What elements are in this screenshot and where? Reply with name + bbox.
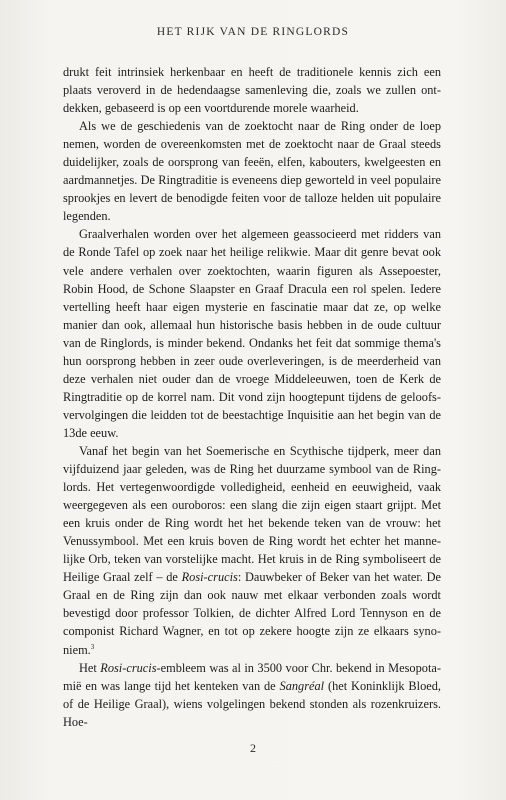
- paragraph-5-text-b: -embleem was al in 3500 voor Chr. bekend in Mesopotamië en was lange tijd het kenteken van de: [63, 660, 441, 693]
- paragraph-4-text-a: Vanaf het begin van het Soemerische en Scythische tijdperk, meer dan vijfduizend jaar geleden, was de Ring het duurzame symbool van de Ringlords. Het vertegenwoordigde volledigheid, eenheid en eeuwigheid, vaak weergegeven als een ouroboros: een slang die zijn eigen staart grijpt. Met een kruis onder de Ring wordt het het bekende teken van de vrouw: het Venussymbool. Met een kruis boven de Ring wordt het echter het mannelijke Orb, teken van vorstelijke macht. Het kruis in de Ring symboliseert de Heilige Graal zelf – de: [63, 443, 441, 585]
- paragraph-5: [63, 659, 441, 731]
- paragraph-3: Graalverhalen worden over het algemeen geassocieerd met ridders van de Ronde Tafel op zoek naar het heilige relikwie. Maar dit genre bevat ook vele andere verhalen over zoektochten, waarin figuren als Assepoester, Robin Hood, de Schone Slaapster en Graaf Dracula een rol spelen. Iedere vertelling heeft haar eigen mysterie en fascinatie maar dat ze, op welke manier dan ook, allemaal hun historische basis hebben in de oude cultuur van de Ringlords, is minder bekend. Ondanks het feit dat sommige thema's hun oorsprong hebben in zeer oude overleveringen, is de meerderheid van deze verhalen niet ouder dan de vroege Middeleeuwen, toen de Kerk de Ringtraditie op de korrel nam. Dit vond zijn hoogtepunt tijdens de geloofsvervolgingen die leidden tot de beestachtige Inquisitie aan het begin van de 13de eeuw.: [63, 227, 441, 440]
- paragraph-1: drukt feit intrinsiek herkenbaar en heeft de traditionele kennis zich een plaats veroverd in de hedendaagse samenleving die, zoals we zullen ontdekken, gebaseerd is op een voortdurende morele waarheid.: [63, 65, 441, 116]
- paragraph-5-emphasis-2: Sangréal: [279, 678, 325, 693]
- paragraph-5-text-a: Het: [79, 660, 101, 675]
- page-number: 2: [250, 741, 256, 755]
- paragraph-5-text-c: (het Koninklijk Bloed, of de Heilige Graal), wiens volgelingen bekend stonden als rozenkruizers. Hoe-: [63, 678, 441, 729]
- paragraph-4-emphasis: Rosi-crucis: [181, 570, 238, 585]
- body-text: [63, 63, 441, 731]
- running-head: HET RIJK VAN DE RINGLORDS: [156, 26, 350, 38]
- footnote-marker: 3: [90, 642, 95, 651]
- paragraph-4-text-b: : Dauwbeker of Beker van het water. De Graal en de Ring zijn dan ook nauw met elkaar verbonden zoals wordt bevestigd door professor Tolkien, de dichter Alfred Lord Tennyson en de componist Richard Wagner, en tot op zekere hoogte zijn ze elkaars synoniem.: [63, 570, 441, 657]
- paragraph-4: [63, 442, 441, 659]
- paragraph-2: Als we de geschiedenis van de zoektocht naar de Ring onder de loep nemen, worden de overeenkomsten met de zoektocht naar de Graal steeds duidelijker, zoals de oorsprong van feeën, elfen, kabouters, kwelgeesten en aardmannetjes. De Ringtraditie is eveneens diep geworteld in veel populaire sprookjes en levert de benodigde feiten voor de talloze helden uit populaire legenden.: [63, 119, 441, 224]
- paragraph-5-emphasis-1: Rosi-crucis: [100, 660, 157, 675]
